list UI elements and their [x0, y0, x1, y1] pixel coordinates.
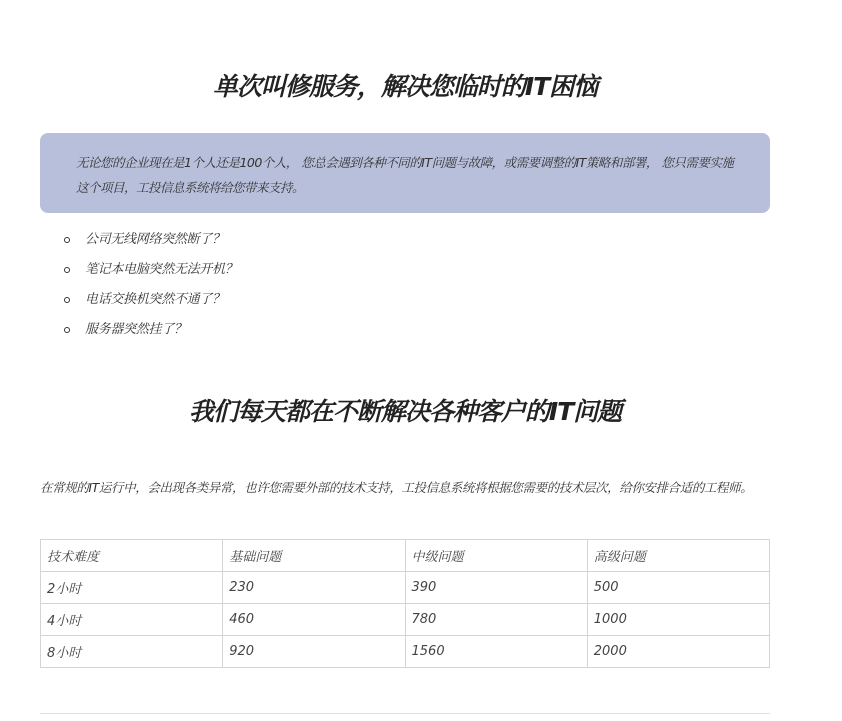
column-header: 基础问题 — [223, 540, 405, 572]
callout-text: 无论您的企业现在是1个人还是100个人， 您总会遇到各种不同的IT问题与故障，或需要调整的IT策略和部署， 您只需要实施这个项目，工投信息系统将给您带来支持。 — [76, 155, 734, 195]
circle-bullet-icon — [64, 327, 70, 333]
table-cell: 1560 — [405, 636, 587, 668]
table-cell: 8小时 — [41, 636, 223, 668]
circle-bullet-icon — [64, 237, 70, 243]
list-item — [64, 255, 237, 285]
section-title-daily-support: 我们每天都在不断解决各种客户的IT问题 — [188, 397, 622, 426]
list-item — [64, 285, 237, 315]
table-row — [41, 604, 770, 636]
list-item-text: 笔记本电脑突然无法开机？ — [85, 262, 238, 277]
support-intro-paragraph: 在常规的IT运行中，会出现各类异常，也许您需要外部的技术支持，工投信息系统将根据您需要的技术层次，给你安排合适的工程师。 — [40, 480, 753, 495]
table-cell: 4小时 — [41, 604, 223, 636]
column-header: 高级问题 — [587, 540, 769, 572]
list-item — [64, 225, 237, 255]
table-cell: 2小时 — [41, 572, 223, 604]
table-cell: 2000 — [587, 636, 769, 668]
table-cell: 920 — [223, 636, 405, 668]
table-header-row — [41, 540, 770, 572]
table-cell: 780 — [405, 604, 587, 636]
section-title-single-repair: 单次叫修服务，解决您临时的IT困恼 — [212, 72, 598, 101]
table-cell: 460 — [223, 604, 405, 636]
column-header: 中级问题 — [405, 540, 587, 572]
intro-callout-box — [40, 133, 770, 213]
circle-bullet-icon — [64, 267, 70, 273]
list-item — [64, 315, 237, 345]
problem-list — [64, 225, 237, 345]
table-cell: 230 — [223, 572, 405, 604]
pricing-table — [40, 539, 770, 668]
bottom-divider — [40, 713, 770, 714]
list-item-text: 电话交换机突然不通了？ — [85, 292, 225, 307]
table-cell: 500 — [587, 572, 769, 604]
table-row — [41, 636, 770, 668]
list-item-text: 公司无线网络突然断了？ — [85, 232, 225, 247]
table-row — [41, 572, 770, 604]
table-cell: 390 — [405, 572, 587, 604]
table-cell: 1000 — [587, 604, 769, 636]
column-header: 技术难度 — [41, 540, 223, 572]
list-item-text: 服务器突然挂了？ — [85, 322, 187, 337]
circle-bullet-icon — [64, 297, 70, 303]
